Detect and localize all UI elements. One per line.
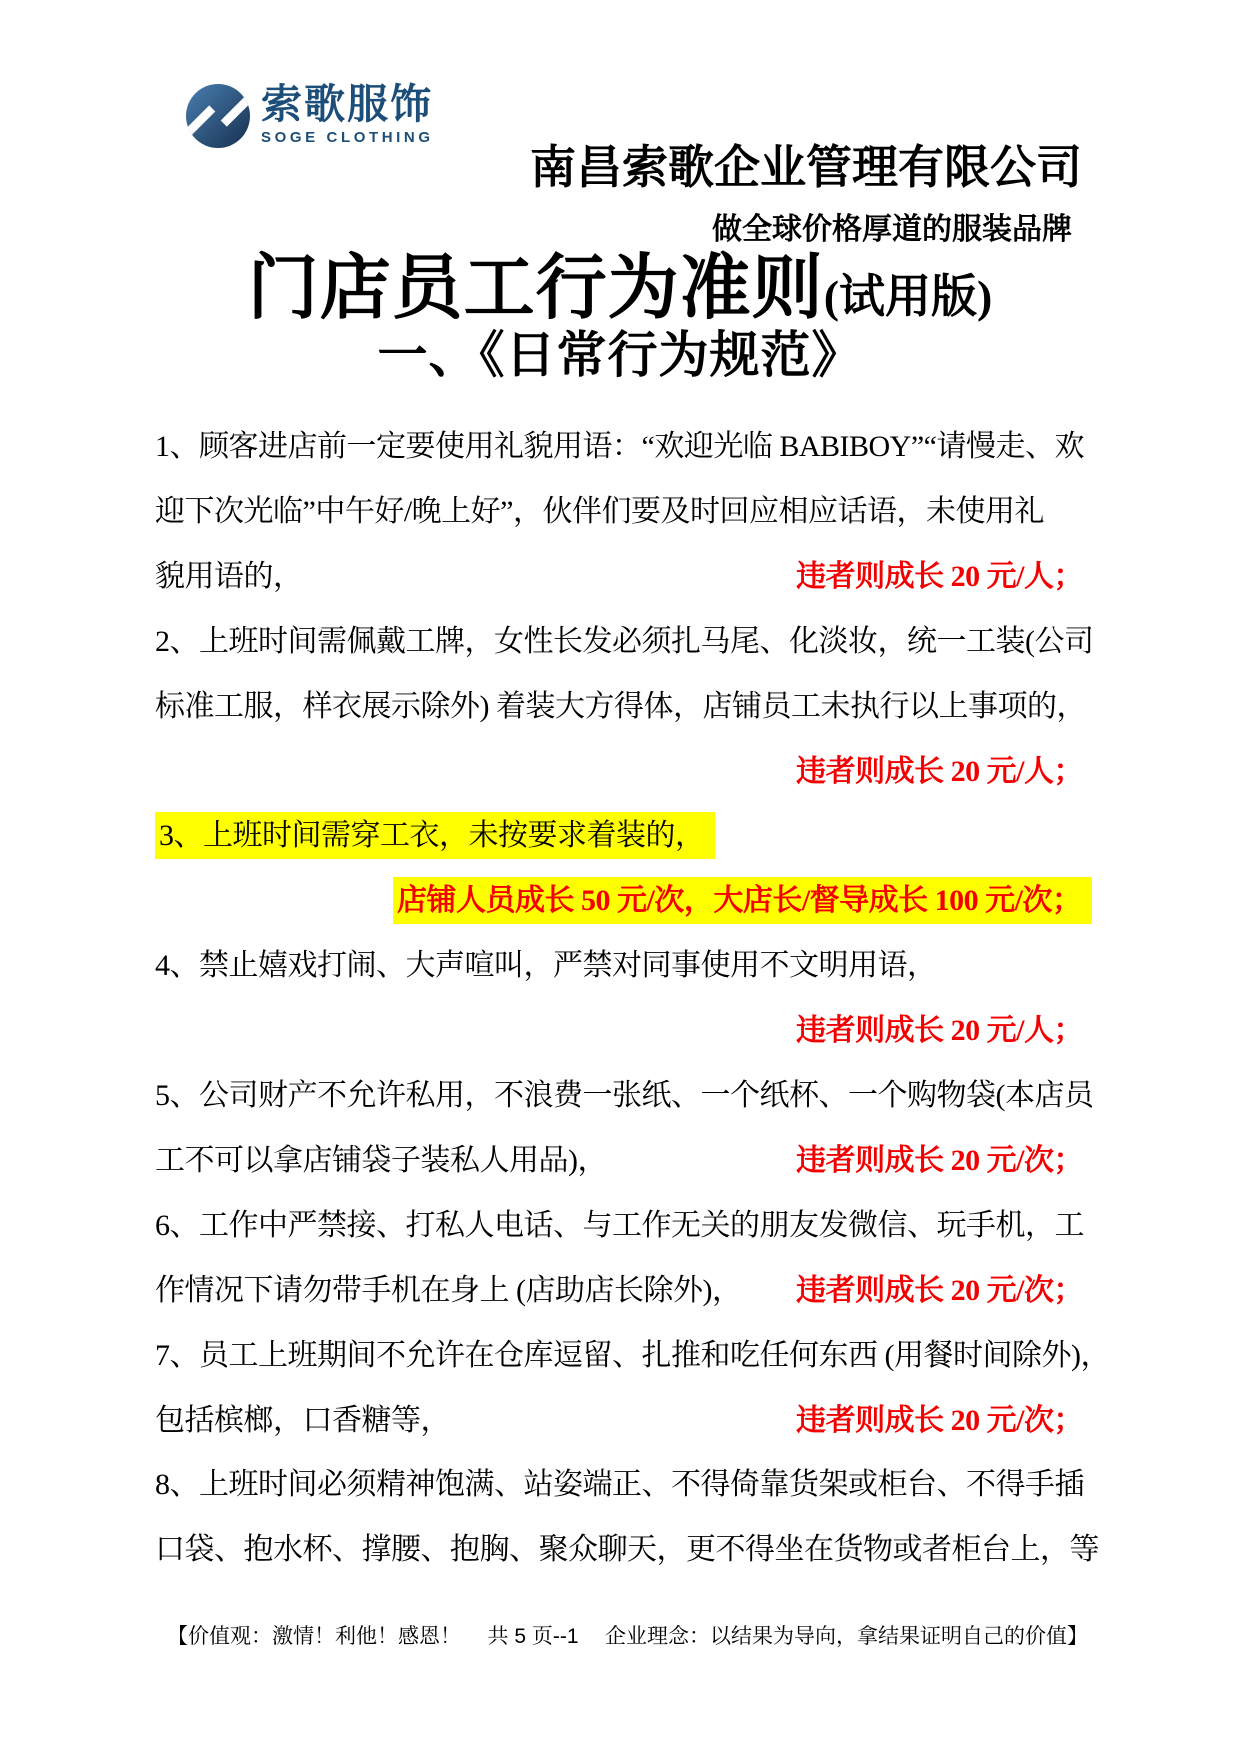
body-line — [155, 1464, 1083, 1506]
logo-name-cn: 索歌服饰 — [261, 81, 433, 127]
footer-values: 【价值观：激情！利他！感恩！ — [167, 1625, 461, 1648]
rule-text: 1、顾客进店前一定要使用礼貌用语：“欢迎光临 BABIBOY”“请慢走、欢 — [155, 430, 1084, 463]
highlighted-rule-text: 3、上班时间需穿工衣，未按要求着装的， — [155, 812, 715, 859]
rule-text: 迎下次光临”中午好/晚上好”，伙伴们要及时回应相应话语，未使用礼 — [155, 495, 1044, 528]
body-line — [155, 751, 1083, 793]
rule-text: 2、上班时间需佩戴工牌，女性长发必须扎马尾、化淡妆，统一工装(公司 — [155, 625, 1094, 658]
body-line — [155, 686, 1086, 728]
section-heading: 一、《日常行为规范》 — [377, 327, 863, 383]
company-tagline: 做全球价格厚道的服装品牌 — [712, 213, 1072, 246]
penalty-text: 违者则成长 20 元/次； — [796, 1144, 1083, 1177]
rule-text: 7、员工上班期间不允许在仓库逗留、扎推和吃任何东西 (用餐时间除外)， — [155, 1339, 1110, 1372]
rule-text: 作情况下请勿带手机在身上 (店助店长除外)， — [155, 1274, 742, 1307]
company-logo — [186, 81, 434, 148]
body-line — [155, 491, 1083, 533]
soge-logo-icon — [186, 84, 250, 148]
rule-text: 5、公司财产不允许私用，不浪费一张纸、一个纸杯、一个购物袋(本店员 — [155, 1079, 1094, 1112]
rule-text: 8、上班时间必须精神饱满、站姿端正、不得倚靠货架或柜台、不得手插 — [155, 1468, 1084, 1501]
logo-wordmark — [261, 81, 434, 146]
penalty-text: 违者则成长 20 元/人； — [796, 560, 1083, 593]
body-line — [155, 426, 1083, 468]
penalty-text: 违者则成长 20 元/人； — [796, 755, 1083, 788]
body-line — [155, 621, 1094, 663]
rule-text: 标准工服，样衣展示除外) 着装大方得体，店铺员工未执行以上事项的， — [155, 690, 1086, 723]
doc-title-main: 门店员工行为准则 — [247, 250, 824, 328]
body-line — [155, 1140, 1083, 1182]
penalty-text: 违者则成长 20 元/次； — [796, 1274, 1083, 1307]
body-line — [155, 1205, 1083, 1247]
body-line — [155, 815, 1083, 857]
penalty-text: 违者则成长 20 元/次； — [796, 1404, 1083, 1437]
rule-text: 4、禁止嬉戏打闹、大声喧叫，严禁对同事使用不文明用语， — [155, 949, 937, 982]
body-line — [155, 1335, 1110, 1377]
body-line — [155, 1400, 1083, 1442]
rule-text: 包括槟榔，口香糖等， — [155, 1404, 450, 1437]
rule-text: 工不可以拿店铺袋子装私人用品)， — [155, 1144, 607, 1177]
company-name: 南昌索歌企业管理有限公司 — [530, 141, 1082, 193]
body-line — [155, 1010, 1083, 1052]
rule-text: 口袋、抱水杯、撑腰、抱胸、聚众聊天，更不得坐在货物或者柜台上，等 — [155, 1533, 1099, 1566]
footer — [167, 1624, 1088, 1650]
rule-text: 6、工作中严禁接、打私人电话、与工作无关的朋友发微信、玩手机，工 — [155, 1209, 1084, 1242]
body-line — [155, 1529, 1099, 1571]
highlighted-penalty-text: 店铺人员成长 50 元/次，大店长/督导成长 100 元/次； — [393, 877, 1092, 924]
footer-philosophy: 企业理念：以结果为导向，拿结果证明自己的价值】 — [604, 1625, 1088, 1648]
footer-page-number: 共 5 页--1 — [487, 1625, 579, 1648]
logo-name-en: SOGE CLOTHING — [261, 129, 434, 146]
body-line — [155, 1075, 1094, 1117]
penalty-text: 违者则成长 20 元/人； — [796, 1014, 1083, 1047]
body-line — [155, 556, 1083, 598]
body-line — [155, 945, 1083, 987]
body-line — [155, 1270, 1083, 1312]
rule-text: 貌用语的， — [155, 560, 303, 593]
doc-title-suffix: (试用版) — [823, 271, 993, 322]
body-line — [155, 880, 1083, 922]
